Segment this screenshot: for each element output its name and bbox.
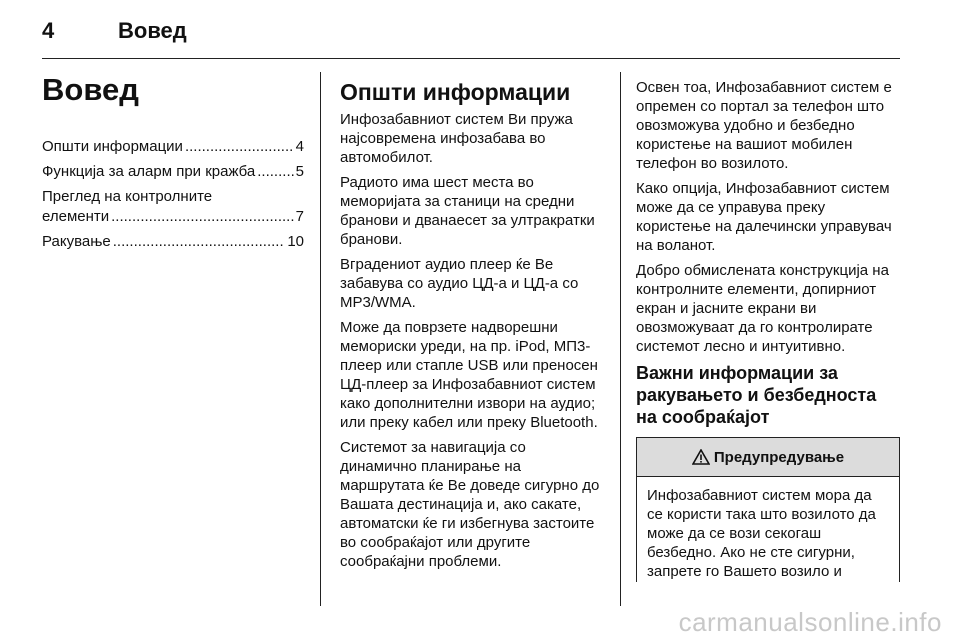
toc-entry-title: Ракување <box>42 233 111 250</box>
header-divider <box>42 58 900 59</box>
toc-entry-title-line2: елементи <box>42 208 110 225</box>
toc-leader-dots <box>257 162 293 182</box>
toc-column <box>42 72 304 257</box>
paragraph: Добро обмислената конструкција на контролните елементи, допирниот екран и јасните екрани ви овозможуваат да го контролирате системот лесно и интуитивно. <box>636 262 889 355</box>
warning-header <box>637 438 899 477</box>
toc-entry-general-info[interactable] <box>42 137 304 157</box>
warning-text: Инфозабавниот систем мора да се користи така што возилото да може да се вози секогаш безбедно. Ако не сте сигурни, запрете го Вашето возило и <box>647 487 876 580</box>
paragraph: Како опција, Инфозабавниот систем може да се управува преку користење на далечински управувач на воланот. <box>636 180 892 254</box>
warning-box <box>636 437 900 582</box>
chapter-heading: Вовед <box>42 72 139 107</box>
toc-entry-page: 4 <box>295 138 304 155</box>
toc-leader-dots <box>113 232 286 252</box>
paragraph: Освен тоа, Инфозабавниот систем е опремен со портал за телефон што овозможува удобно и безбедно користење на вашиот мобилен телефон во возилото. <box>636 79 892 172</box>
warning-title: Предупредување <box>713 448 845 466</box>
toc-entry-page: 7 <box>295 208 304 225</box>
subsection-heading: Важни информации за ракувањето и безбедноста на сообраќајот <box>636 363 877 427</box>
page-number: 4 <box>42 18 55 43</box>
toc-entry-page: 10 <box>287 233 304 250</box>
chapter-title: Вовед <box>118 18 187 43</box>
toc-leader-dots <box>111 207 294 227</box>
paragraph: Системот за навигација со динамично планирање на маршрутата ќе Ве доведе сигурно до Вашата дестинација и, ако сакате, автоматски ќе ги избегнува застоите во сообраќајот или другите сообраќајни проблеми. <box>340 439 600 570</box>
content-column-2 <box>340 78 606 577</box>
paragraph: Може да поврзете надворешни мемориски уреди, на пр. iPod, МП3-плеер или стапле USB или преносен ЦД-плеер за Инфозабавниот систем како дополнителни извори на аудио; или преку кабел или преку Bluetooth. <box>340 319 598 431</box>
toc-entry-page: 5 <box>295 163 304 180</box>
toc-entry-title-line1: Преглед на контролните <box>42 188 213 205</box>
toc-entry-controls-overview[interactable] <box>42 187 304 227</box>
column-divider-1 <box>320 72 321 606</box>
toc-entry-title: Општи информации <box>42 138 183 155</box>
paragraph: Вградениот аудио плеер ќе Ве забавува со аудио ЦД-а и ЦД-а со MP3/WMA. <box>340 256 579 311</box>
toc-entry-theft-alarm[interactable] <box>42 162 304 182</box>
section-heading: Општи информации <box>340 79 571 105</box>
warning-triangle-icon <box>692 449 710 465</box>
content-column-3 <box>636 78 900 582</box>
toc-leader-dots <box>185 137 294 157</box>
watermark: carmanualsonline.info <box>678 607 942 637</box>
toc-entry-operation[interactable] <box>42 232 304 252</box>
toc-entry-title: Функција за аларм при кражба <box>42 163 256 180</box>
paragraph: Радиото има шест места во меморијата за станици на средни бранови и дванаесет за ултракратки бранови. <box>340 174 595 248</box>
paragraph: Инфозабавниот систем Ви пружа најсовремена инфозабава во автомобилот. <box>340 111 573 166</box>
column-divider-2 <box>620 72 621 606</box>
